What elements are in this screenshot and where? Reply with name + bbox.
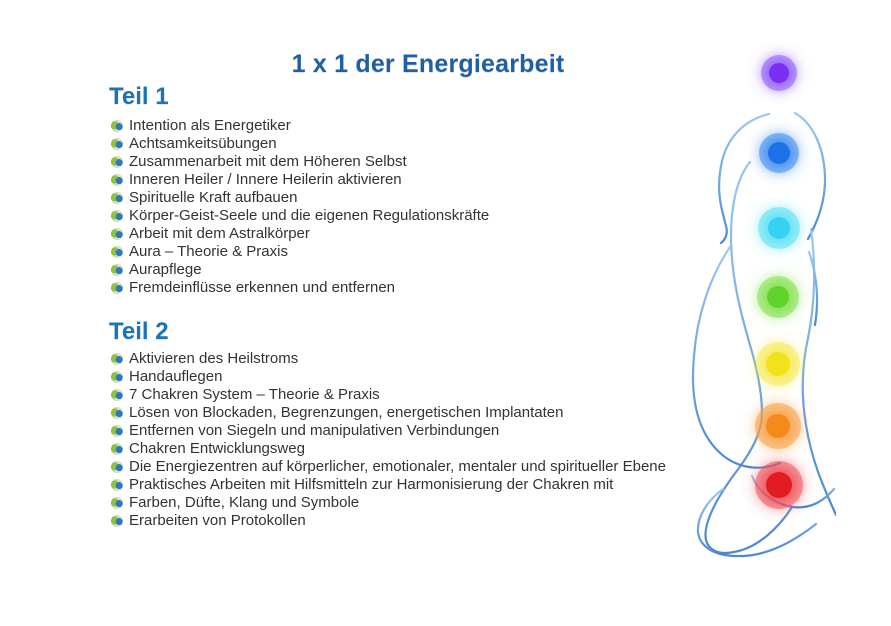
throat-chakra-icon bbox=[768, 217, 790, 239]
list-item bbox=[111, 279, 489, 297]
bullet-icon bbox=[111, 174, 123, 186]
bullet-icon bbox=[111, 282, 123, 294]
list-item-text: Lösen von Blockaden, Begrenzungen, energetischen Implantaten bbox=[129, 404, 564, 421]
bullet-icon bbox=[111, 210, 123, 222]
list-item-text: Fremdeinflüsse erkennen und entfernen bbox=[129, 279, 396, 296]
solar-plexus-chakra-icon bbox=[766, 352, 790, 376]
heart-chakra-icon bbox=[767, 286, 789, 308]
list-item bbox=[111, 494, 666, 512]
list-item-text: Handauflegen bbox=[129, 368, 223, 385]
list-item bbox=[111, 189, 489, 207]
bullet-icon bbox=[111, 264, 123, 276]
meditating-figure-icon bbox=[666, 42, 836, 562]
list-item bbox=[111, 404, 666, 422]
list-item bbox=[111, 117, 489, 135]
bullet-icon bbox=[111, 138, 123, 150]
section-heading-teil-1: Teil 1 bbox=[109, 83, 169, 110]
list-item-text: Entfernen von Siegeln und manipulativen Verbindungen bbox=[129, 422, 500, 439]
meditating-figure bbox=[666, 42, 836, 562]
list-item bbox=[111, 440, 666, 458]
list-item-text: Aura – Theorie & Praxis bbox=[129, 243, 288, 260]
list-item bbox=[111, 207, 489, 225]
bullet-icon bbox=[111, 371, 123, 383]
list-item bbox=[111, 368, 666, 386]
bullet-icon bbox=[111, 192, 123, 204]
list-item bbox=[111, 386, 666, 404]
list-item-text: Inneren Heiler / Innere Heilerin aktivieren bbox=[129, 171, 402, 188]
list-item bbox=[111, 171, 489, 189]
section-heading-teil-2: Teil 2 bbox=[109, 318, 169, 345]
bullet-icon bbox=[111, 461, 123, 473]
list-item-text: Farben, Düfte, Klang und Symbole bbox=[129, 494, 360, 511]
crown-chakra-icon bbox=[769, 63, 789, 83]
bullet-icon bbox=[111, 515, 123, 527]
list-item-text: Chakren Entwicklungsweg bbox=[129, 440, 305, 457]
list-item bbox=[111, 512, 666, 530]
list-item bbox=[111, 422, 666, 440]
list-item bbox=[111, 261, 489, 279]
list-item-text: Erarbeiten von Protokollen bbox=[129, 512, 306, 529]
teil-1-list bbox=[111, 117, 489, 297]
page-title: 1 x 1 der Energiearbeit bbox=[291, 50, 565, 78]
list-item bbox=[111, 243, 489, 261]
list-item bbox=[111, 225, 489, 243]
list-item-text: Praktisches Arbeiten mit Hilfsmitteln zur Harmonisierung der Chakren mit bbox=[129, 476, 614, 493]
bullet-icon bbox=[111, 120, 123, 132]
list-item-text: Körper-Geist-Seele und die eigenen Regulationskräfte bbox=[129, 207, 490, 224]
root-chakra-icon bbox=[766, 472, 792, 498]
list-item-text: Zusammenarbeit mit dem Höheren Selbst bbox=[129, 153, 407, 170]
list-item bbox=[111, 135, 489, 153]
third-eye-chakra-icon bbox=[768, 142, 790, 164]
list-item-text: Spirituelle Kraft aufbauen bbox=[129, 189, 298, 206]
bullet-icon bbox=[111, 479, 123, 491]
figure-right-shoulder-line bbox=[795, 113, 825, 239]
figure-right-body-line bbox=[803, 229, 836, 515]
list-item-text: Die Energiezentren auf körperlicher, emotionaler, mentaler und spiritueller Ebene bbox=[129, 458, 666, 475]
bullet-icon bbox=[111, 228, 123, 240]
list-item bbox=[111, 476, 666, 494]
bullet-icon bbox=[111, 425, 123, 437]
list-item-text: Achtsamkeitsübungen bbox=[129, 135, 277, 152]
bullet-icon bbox=[111, 156, 123, 168]
list-item-text: 7 Chakren System – Theorie & Praxis bbox=[129, 386, 380, 403]
bullet-icon bbox=[111, 246, 123, 258]
list-item bbox=[111, 350, 666, 368]
bullet-icon bbox=[111, 389, 123, 401]
list-item-text: Intention als Energetiker bbox=[129, 117, 291, 134]
list-item bbox=[111, 458, 666, 476]
teil-2-list bbox=[111, 350, 666, 530]
list-item bbox=[111, 153, 489, 171]
sacral-chakra-icon bbox=[766, 414, 790, 438]
list-item-text: Aurapflege bbox=[129, 261, 202, 278]
bullet-icon bbox=[111, 353, 123, 365]
bullet-icon bbox=[111, 497, 123, 509]
bullet-icon bbox=[111, 443, 123, 455]
bullet-icon bbox=[111, 407, 123, 419]
list-item-text: Aktivieren des Heilstroms bbox=[129, 350, 299, 367]
list-item-text: Arbeit mit dem Astralkörper bbox=[129, 225, 310, 242]
